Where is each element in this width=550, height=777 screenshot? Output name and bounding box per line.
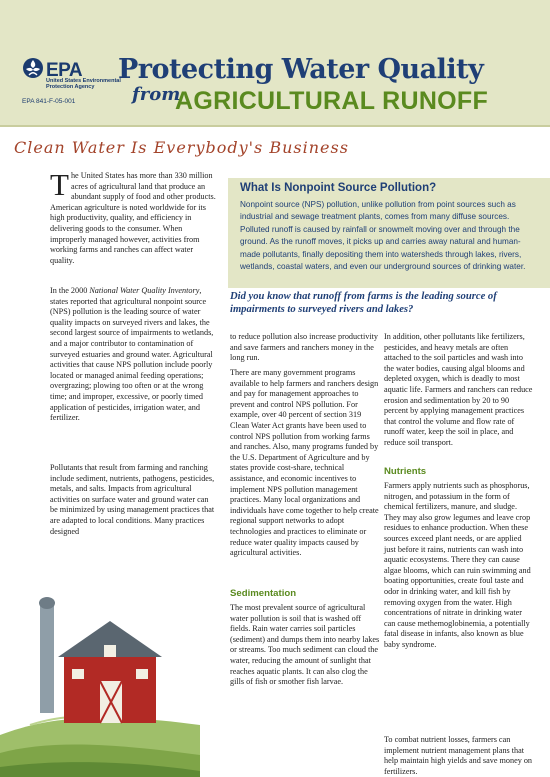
- title-from: from: [132, 84, 181, 105]
- callout-body: Nonpoint source (NPS) pollution, unlike pollution from point sources such as industrial and sewage treatment plants, comes from many diffuse sources. Polluted runoff is caused by rainfall or snowmelt moving over and through the ground. As the runoff moves, it picks up and carries away natural and human-made pollutants, finally depositing them into watersheds through lakes, rivers, wetlands, coastal waters, and even our underground sources of drinking water.: [240, 200, 526, 272]
- title-line-2: AGRICULTURAL RUNOFF: [175, 87, 489, 115]
- did-you-know-pullquote: Did you know that runoff from farms is the leading source of impairments to surveyed rivers and lakes?: [230, 291, 497, 315]
- sedimentation-heading: Sedimentation: [230, 588, 297, 599]
- farm-barn-illustration: [0, 585, 200, 777]
- inventory-title: National Water Quality Inventory: [89, 286, 200, 295]
- col1-para2: [50, 286, 218, 424]
- col2-para1: to reduce pollution also increase productivity and save farmers and ranchers money in the long run.: [230, 332, 379, 363]
- col1-intro-paragraph: [50, 167, 216, 266]
- nutrients-heading: Nutrients: [384, 466, 427, 477]
- col2-para2: There are many government programs available to help farmers and ranchers design and pay for management approaches to prevent and control NPS pollution. For example, over 40 percent of section 319 Clean Water Act grants have been used to control NPS pollution from working farms and ranches. Also, many programs funded by the U.S. Department of Agriculture and by states provide cost-share, technical assistance, and economic incentives to implement NPS pollution management practices. Many local organizations and individuals have come together to help create regional support networks to adopt technologies and practices to eliminate or reduce water quality impacts caused by agricultural activities.: [230, 368, 379, 558]
- document-number: EPA 841-F-05-001: [22, 98, 76, 105]
- nutrients-body-2: To combat nutrient losses, farmers can implement nutrient management plans that help maintain high yields and save money on fertilizers.: [384, 735, 533, 776]
- agency-name: United States Environmental Protection Agency: [46, 78, 121, 90]
- title-line-1: Protecting Water Quality: [118, 54, 484, 85]
- epa-flower-logo-icon: [22, 57, 44, 79]
- tagline: Clean Water Is Everybody's Business: [14, 138, 349, 157]
- col1-para1-text: he United States has more than 330 million acres of agricultural land that produce an abundant supply of food and other products. American agriculture is noted worldwide for its high productivity, quality, and efficiency in delivering goods to the consumer. When improperly managed however, activities from working farms and ranches can affect water quality.: [50, 171, 216, 265]
- callout-title: What Is Nonpoint Source Pollution?: [240, 182, 437, 194]
- epa-logo-text: EPA: [46, 60, 83, 81]
- col1-para2-post: , states reported that agricultural nonpoint source (NPS) pollution is the leading source of water quality impacts on surveyed rivers and lakes, the second largest source of impairments to wetlands, and a major contributor to contamination of surveyed estuaries and ground water. Agricultural activities that cause NPS pollution include poorly located or managed animal feeding operations; overgrazing; plowing too often or at the wrong time; and improper, excessive, or poorly timed application of pesticides, irrigation water, and fertilizer.: [50, 286, 214, 423]
- col3-para1: In addition, other pollutants like fertilizers, pesticides, and heavy metals are often attached to the soil particles and wash into the water bodies, causing algal blooms and depleted oxygen, which is deadly to most aquatic life. Farmers and ranchers can reduce erosion and sedimentation by 20 to 90 percent by applying management practices that control the volume and flow rate of runoff water, keep the soil in place, and reduce soil transport.: [384, 332, 533, 447]
- sedimentation-body: The most prevalent source of agricultural water pollution is soil that is washed off fields. Rain water carries soil particles (sediment) and dumps them into nearby lakes or streams. Too much sediment can cloud the water, reducing the amount of sunlight that reaches aquatic plants. It can also clog the gills of fish or smother fish larvae.: [230, 603, 380, 687]
- header-band: [0, 0, 550, 127]
- col1-para3: Pollutants that result from farming and ranching include sediment, nutrients, pathogens, pesticides, metals, and salts. Impacts from agricultural activities on surface water and ground water can be minimized by using management practices that are adapted to local conditions. Many practices designed: [50, 463, 215, 536]
- col1-para2-pre: In the 2000: [50, 286, 90, 295]
- nutrients-body: Farmers apply nutrients such as phosphorus, nitrogen, and potassium in the form of chemical fertilizers, manure, and sludge. They may also grow legumes and leave crop residues to enhance production. When these sources exceed plant needs, or are applied just before it rains, nutrients can wash into aquatic ecosystems. There they can cause algae blooms, which can ruin swimming and boating opportunities, create foul taste and odor in drinking water, and kill fish by removing oxygen from the water. High concentrations of nitrate in drinking water can cause methemoglobinemia, a potentially fatal disease in infants, also known as blue baby syndrome.: [384, 481, 531, 649]
- drop-cap: T: [50, 167, 69, 202]
